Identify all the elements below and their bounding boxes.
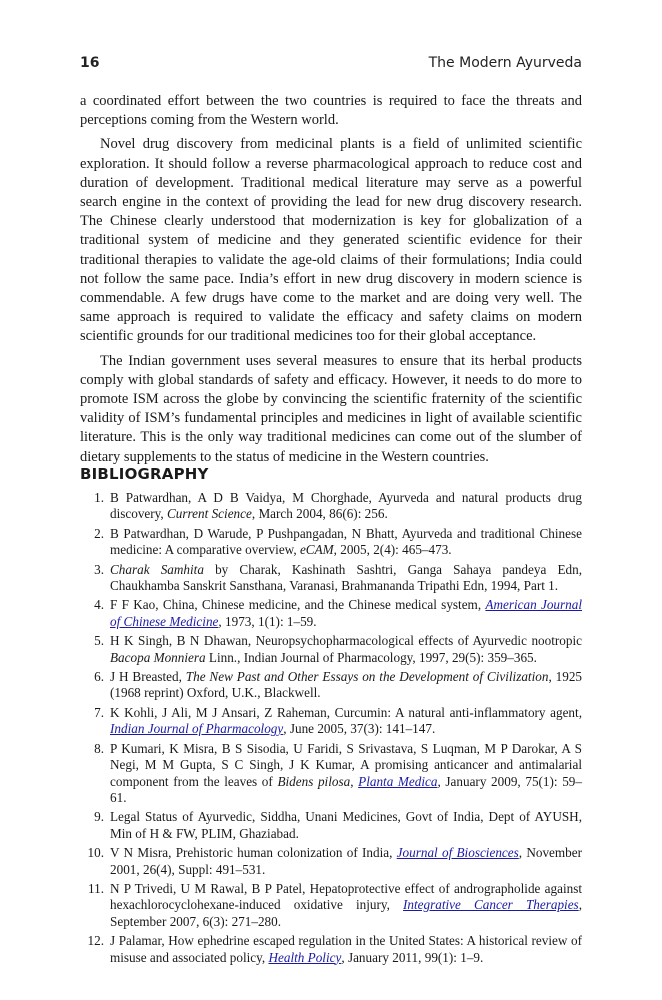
entry-number: 9. bbox=[94, 809, 104, 825]
entry-text: , January 2009, 75(1): 59–61. bbox=[110, 773, 582, 805]
entry-number: 5. bbox=[94, 633, 104, 649]
journal-link[interactable]: Indian Journal of Pharmacology bbox=[110, 721, 284, 737]
entry-number: 8. bbox=[94, 740, 104, 756]
entry-number: 4. bbox=[94, 597, 104, 613]
entry-number: 3. bbox=[94, 561, 104, 577]
paragraph: Novel drug discovery from medicinal plants is a field of unlimited scientific exploration. It should follow a reverse pharmacological approach to reduce cost and duration of development. Traditional medical literature may serve as a powerful search engine in the context of providing the lead for new drug discovery research. The Chinese clearly understood that modernization is key for globalization of a traditional system of medicine and they generated scientific evidence for their traditional therapies to validate the age-old claims of their formulations; India could not follow the same pace. India’s effort in new drug discovery in modern science is commendable. A few drugs have come to the market and are doing very well. The same approach is required to validate the efficacy and safety claims on modern scientific grounds for our traditional medicines too for their global acceptance. bbox=[80, 136, 582, 345]
entry-text: , 2005, 2(4): 465–473. bbox=[333, 542, 452, 558]
bibliography-entry bbox=[80, 845, 582, 878]
entry-text: H K Singh, B N Dhawan, Neuropsychopharmacological effects of Ayurvedic nootropic bbox=[110, 633, 582, 649]
entry-text: , bbox=[350, 773, 359, 789]
entry-italic-title: Charak Samhita bbox=[110, 561, 204, 577]
bibliography-entry bbox=[80, 881, 582, 930]
paragraph: The Indian government uses several measures to ensure that its herbal products comply with global standards of safety and efficacy. However, it needs to do more to promote ISM across the globe by convincing the scientific fraternity of the scientific validity of ISM’s fundamental principles and medicines in light of available scientific literature. This is the only way traditional medicines can come out of the slumber of dietary supplements to the status of medicine in the Western countries. bbox=[80, 352, 582, 465]
entry-number: 11. bbox=[88, 880, 104, 896]
bibliography-entry bbox=[80, 633, 582, 666]
entry-text: B Patwardhan, D Warude, P Pushpangadan, N Bhatt, Ayurveda and traditional Chinese medicine: A comparative overview, bbox=[110, 525, 582, 558]
entry-number: 1. bbox=[94, 490, 104, 505]
entry-italic-title: Current Science bbox=[167, 506, 252, 522]
bibliography-entry bbox=[80, 597, 582, 630]
bibliography-entry bbox=[80, 490, 582, 523]
bibliography-list bbox=[80, 490, 582, 969]
bibliography-heading: BIBLIOGRAPHY bbox=[80, 465, 209, 483]
entry-number: 12. bbox=[87, 933, 104, 949]
entry-text: , November 2001, 26(4), Suppl: 491–531. bbox=[110, 845, 582, 877]
entry-text: J Palamar, How ephedrine escaped regulation in the United States: A historical review of misuse and associated policy, bbox=[110, 933, 582, 965]
entry-number: 7. bbox=[94, 704, 104, 720]
entry-italic-title: Bacopa Monniera bbox=[110, 649, 206, 665]
entry-text: Linn., Indian Journal of Pharmacology, 1997, 29(5): 359–365. bbox=[205, 649, 537, 665]
bibliography-entry bbox=[80, 933, 582, 966]
entry-text: N P Trivedi, U M Rawal, B P Patel, Hepatoprotective effect of andrographolide against hexachlorocyclohexane-induced oxidative injury, bbox=[110, 880, 582, 913]
running-title: The Modern Ayurveda bbox=[428, 55, 582, 71]
paragraph: a coordinated effort between the two countries is required to face the threats and perceptions coming from the Western world. bbox=[80, 93, 582, 129]
entry-italic-title: eCAM bbox=[299, 542, 334, 558]
bibliography-entry bbox=[80, 705, 582, 738]
bibliography-entry bbox=[80, 562, 582, 595]
entry-text: K Kohli, J Ali, M J Ansari, Z Raheman, Curcumin: A natural anti-inflammatory agent, bbox=[110, 704, 582, 720]
entry-text: V N Misra, Prehistoric human colonization of India, bbox=[110, 845, 397, 861]
journal-link[interactable]: American Journal of Chinese Medicine bbox=[110, 597, 582, 629]
entry-text: B Patwardhan, A D B Vaidya, M Chorghade, Ayurveda and natural products drug discovery, bbox=[110, 490, 582, 522]
entry-number: 6. bbox=[94, 669, 104, 685]
entry-text: by Charak, Kashinath Sashtri, Ganga Sahaya pandeya Edn, Chaukhamba Sanskrit Sansthana, Varanasi, Brahmananda Tripathi Edn, 1994, Part 1. bbox=[110, 561, 582, 594]
entry-text: , June 2005, 37(3): 141–147. bbox=[283, 721, 436, 737]
entry-text: P Kumari, K Misra, B S Sisodia, U Faridi, S Srivastava, S Luqman, M P Darokar, A S Negi, M M Gupta, S C Singh, J K Kumar, A promising anticancer and antimalarial component from the leaves of bbox=[110, 740, 582, 789]
journal-link[interactable]: Planta Medica bbox=[358, 773, 438, 789]
bibliography-entry bbox=[80, 526, 582, 559]
journal-link[interactable]: Journal of Biosciences bbox=[396, 845, 519, 861]
bibliography-entry bbox=[80, 809, 582, 842]
page-header bbox=[80, 55, 582, 77]
entry-text: , September 2007, 6(3): 271–280. bbox=[110, 897, 582, 929]
body-text bbox=[80, 92, 582, 472]
page-number: 16 bbox=[80, 55, 100, 71]
entry-text: Legal Status of Ayurvedic, Siddha, Unani Medicines, Govt of India, Dept of AYUSH, Min of H & FW, PLIM, Ghaziabad. bbox=[110, 809, 582, 841]
entry-number: 2. bbox=[94, 525, 104, 541]
journal-link[interactable]: Integrative Cancer Therapies bbox=[403, 897, 579, 913]
entry-text: F F Kao, China, Chinese medicine, and the Chinese medical system, bbox=[110, 597, 486, 613]
entry-text: , January 2011, 99(1): 1–9. bbox=[341, 949, 484, 965]
entry-italic-title: The New Past and Other Essays on the Development of Civilization bbox=[185, 669, 549, 685]
bibliography-entry bbox=[80, 741, 582, 807]
journal-link[interactable]: Health Policy bbox=[268, 949, 342, 965]
entry-number: 10. bbox=[87, 845, 104, 861]
entry-text: , March 2004, 86(6): 256. bbox=[251, 506, 388, 522]
entry-text: , 1973, 1(1): 1–59. bbox=[218, 613, 317, 629]
bibliography-entry bbox=[80, 669, 582, 702]
entry-text: , 1925 (1968 reprint) Oxford, U.K., Blackwell. bbox=[110, 669, 583, 701]
entry-italic-title: Bidens pilosa bbox=[277, 773, 351, 789]
entry-text: J H Breasted, bbox=[110, 669, 186, 685]
